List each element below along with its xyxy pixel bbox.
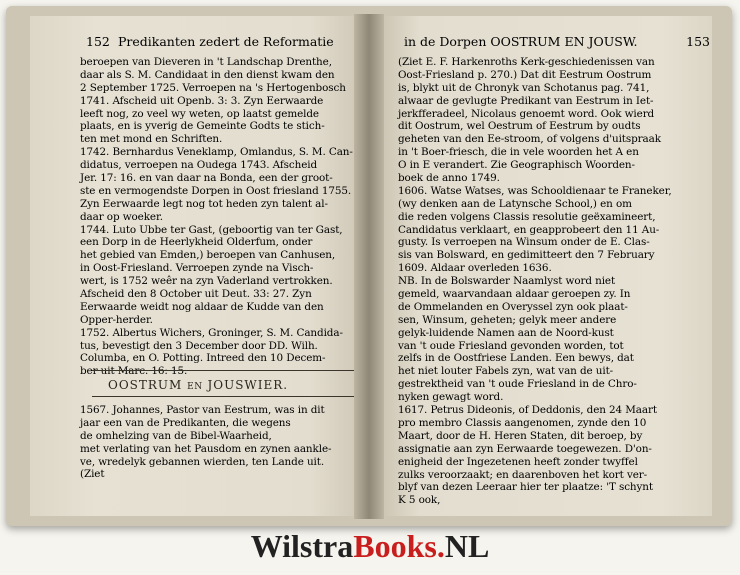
text-line: Oost-Friesland p. 270.) Dat dit Eestrum Oostrum <box>398 68 652 81</box>
text-line: 1606. Watse Watses, was Schooldienaar te Franeker, <box>398 184 672 197</box>
left-body-text <box>80 56 380 378</box>
text-line: 2 September 1725. Verroepen na 's Hertogenbosch <box>80 81 346 94</box>
text-line: (Ziet E. F. Harkenroths Kerk-geschiedenissen van <box>398 56 655 68</box>
section-title-part1: OOSTRUM <box>108 378 183 392</box>
text-line: 1567. Johannes, Pastor van Eestrum, was in dit <box>80 404 325 416</box>
text-line: nyken gewagt word. <box>398 391 504 404</box>
text-line: die reden volgens Classis resolutie geëxamineert, <box>398 210 656 223</box>
watermark-part2: Books <box>353 528 437 564</box>
text-line: jerkfferadeel, Nicolaus genoemt word. Ook wierd <box>398 107 655 120</box>
text-line: alwaar de gevlugte Predikant van Eestrum in Iet- <box>398 94 654 107</box>
text-line: gelyk-luidende Namen aan de Noord-kust <box>398 326 614 339</box>
text-line: gestrektheid van 't oude Friesland in de Chro- <box>398 378 637 391</box>
text-line: is, blykt uit de Chronyk van Schotanus pag. 741, <box>398 81 650 94</box>
text-line: Opper-herder. <box>80 313 153 326</box>
text-line: jaar een van de Predikanten, die wegens <box>80 416 291 429</box>
text-line: Candidatus verklaart, en geapprobeert den 11 Au- <box>398 223 660 236</box>
text-line: sis van Bolsward, en gedimitteert den 7 February <box>398 249 655 262</box>
text-line: boek de anno 1749. <box>398 172 500 185</box>
left-running-title: Predikanten zedert de Reformatie <box>118 34 334 49</box>
section-rule-top <box>92 370 354 371</box>
section-rule-bottom <box>92 396 354 397</box>
text-line: blyf van dezen Leeraar hier ter plaatze: 'T schynt <box>398 481 653 494</box>
text-line: zelfs in de Oostfriese Landen. Een bewys, dat <box>398 352 634 365</box>
text-line: Columba, en O. Potting. Intreed den 10 Decem- <box>80 352 326 365</box>
text-line: gemeld, waarvandaan aldaar geroepen zy. In <box>398 288 631 301</box>
text-line: leeft nog, zo veel wy weten, op laatst gemelde <box>80 107 319 120</box>
right-page-number: 153 <box>686 34 710 49</box>
text-line: in 't Boer-friesch, die in vele woorden het A en <box>398 146 639 159</box>
text-line: het gebied van Emden,) beroepen van Canhusen, <box>80 249 336 262</box>
text-line: Eerwaarde weidt nog aldaar de Kudde van den <box>80 300 324 313</box>
text-line: ve, wredelyk gebannen wierden, ten Lande uit. <box>80 455 325 468</box>
text-line: het niet louter Fabels zyn, wat van de uit- <box>398 365 614 378</box>
text-line: wert, is 1752 weêr na zyn Vaderland vertrokken. <box>80 275 333 288</box>
text-line: daar op woeker. <box>80 210 163 223</box>
text-line: van 't oude Friesland gevonden worden, tot <box>398 339 624 352</box>
text-line: O in E verandert. Zie Geographisch Woorden- <box>398 159 635 172</box>
text-line: geheten van den Ee-stroom, of volgens d'uitspraak <box>398 133 661 146</box>
text-line: beroepen van Dieveren in 't Landschap Drenthe, <box>80 56 332 68</box>
text-line: 1609. Aldaar overleden 1636. <box>398 262 552 275</box>
text-line: plaats, en is yverig de Gemeinte Godts te stich- <box>80 120 325 133</box>
text-line: in Oost-Friesland. Verroepen zynde na Visch- <box>80 262 314 275</box>
right-body-text <box>398 56 708 507</box>
section-title-part2: EN <box>187 382 203 392</box>
text-line: daar als S. M. Candidaat in den dienst kwam den <box>80 68 335 81</box>
text-line: de omhelzing van de Bibel-Waarheid, <box>80 429 272 442</box>
section-entry-text <box>80 404 331 481</box>
text-line: didatus, verroepen na Oudega 1743. Afscheid <box>80 159 318 172</box>
text-line: Afscheid den 8 October uit Deut. 33: 27. Zyn <box>80 288 312 301</box>
text-line: 1752. Albertus Wichers, Groninger, S. M. Candida- <box>80 326 343 339</box>
text-line: (Ziet <box>80 468 105 481</box>
text-line: zulks veroorzaakt; en daarenboven het kort ver- <box>398 468 648 481</box>
text-line: ber uit Marc. 16: 15. <box>80 365 188 378</box>
text-line: dit Oostrum, wel Oestrum of Eestrum by oudts <box>398 120 641 133</box>
text-line: gusty. Is verroepen na Winsum onder de E. Clas- <box>398 236 650 249</box>
text-line: assignatie aan zyn Eerwaarde toegewezen. D'on- <box>398 442 652 455</box>
watermark-part1: Wilstra <box>250 528 354 564</box>
watermark-part4: NL <box>444 528 490 564</box>
text-line: de Ommelanden en Overyssel zyn ook plaat- <box>398 300 628 313</box>
text-line: Maart, door de H. Heren Staten, dit beroep, by <box>398 429 643 442</box>
section-title <box>108 378 408 392</box>
left-page-number: 152 <box>86 34 110 49</box>
watermark-logo <box>0 528 740 565</box>
text-line: een Dorp in de Heerlykheid Olderfum, onder <box>80 236 313 249</box>
text-line: enigheid der Ingezetenen heeft zonder twyffel <box>398 455 638 468</box>
section-title-part3: JOUSWIER. <box>207 378 289 392</box>
text-line: 1744. Luto Ubbe ter Gast, (geboortig van ter Gast, <box>80 223 343 236</box>
right-running-title: in de Dorpen OOSTRUM EN JOUSW. <box>404 34 638 49</box>
text-line: met verlating van het Pausdom en zynen aankle- <box>80 442 332 455</box>
watermark-part3: . <box>436 528 445 564</box>
text-line: Zyn Eerwaarde legt nog tot heden zyn talent al- <box>80 197 328 210</box>
text-line: K 5 ook, <box>398 494 441 507</box>
text-line: sen, Winsum, geheten; gelyk meer andere <box>398 313 617 326</box>
text-line: 1617. Petrus Dideonis, of Deddonis, den 24 Maart <box>398 404 657 417</box>
text-line: ste en vermogendste Dorpen in Oost friesland 1755. <box>80 184 352 197</box>
text-line: Jer. 17: 16. en van daar na Bonda, een der groot- <box>80 172 333 185</box>
text-line: ten met mond en Schriften. <box>80 133 223 146</box>
text-line: 1741. Afscheid uit Openb. 3: 3. Zyn Eerwaarde <box>80 94 324 107</box>
text-line: (wy denken aan de Latynsche School,) en om <box>398 197 632 210</box>
text-line: 1742. Bernhardus Veneklamp, Omlandus, S. M. Can- <box>80 146 353 159</box>
text-line: tus, bevestigt den 3 December door DD. Wilh. <box>80 339 318 352</box>
text-line: pro membro Classis aangenomen, zynde den 10 <box>398 416 647 429</box>
text-line: NB. In de Bolswarder Naamlyst word niet <box>398 275 616 288</box>
